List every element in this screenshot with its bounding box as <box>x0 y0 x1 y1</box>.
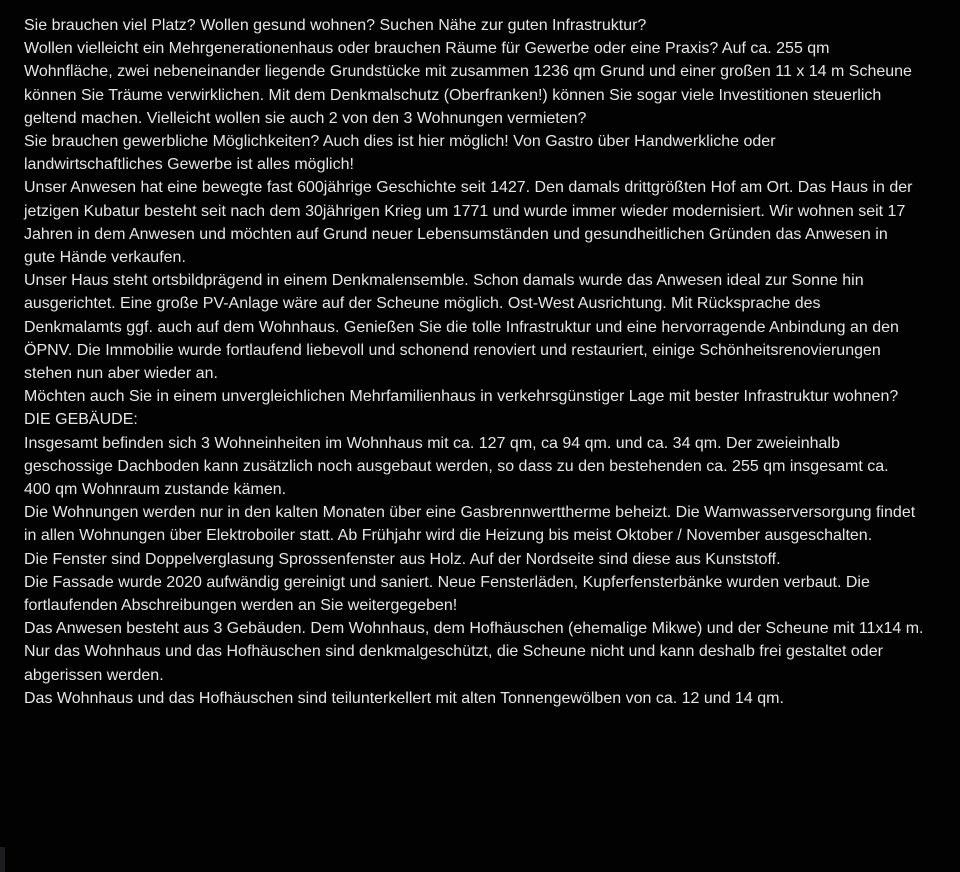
description-paragraph-intro: Sie brauchen viel Platz? Wollen gesund wohnen? Suchen Nähe zur guten Infrastruktur? Wollen vielleicht ein Mehrgenerationenhaus oder brauchen Räume für Gewerbe oder eine Praxis? Auf ca. 255 qm Wohnfläche, zwei nebeneinander liegende Grundstücke mit zusammen 1236 qm Grund und einer großen 11 x 14 m Scheune können Sie Träume verwirklichen. Mit dem Denkmalschutz (Oberfranken!) können Sie sogar viele Investitionen steuerlich geltend machen. Vielleicht wollen sie auch 2 von den 3 Wohnungen vermieten? Sie brauchen gewerbliche Möglichkeiten? Auch dies ist hier möglich! Von Gastro über Handwerkliche oder landwirtschaftliches Gewerbe ist alles möglich! <box>24 17 912 174</box>
description-paragraph-property: Das Anwesen besteht aus 3 Gebäuden. Dem Wohnhaus, dem Hofhäuschen (ehemalige Mikwe) und der Scheune mit 11x14 m. Nur das Wohnhaus und das Hofhäuschen sind denkmalgeschützt, die Scheune nicht und kann deshalb frei gestaltet oder abgerissen werden. <box>24 620 924 684</box>
description-paragraph-question: Möchten auch Sie in einem unvergleichlichen Mehrfamilienhaus in verkehrsgünstiger Lage mit bester Infrastruktur wohnen? <box>24 388 899 406</box>
description-paragraph-history: Unser Anwesen hat eine bewegte fast 600jährige Geschichte seit 1427. Den damals drittgrößten Hof am Ort. Das Haus in der jetzigen Kubatur besteht seit nach dem 30jährigen Krieg um 1771 und wurde immer wieder modernisiert. Wir wohnen seit 17 Jahren in dem Anwesen und möchten auf Grund neuer Lebensumständen und gesundheitlichen Gründen das Anwesen in gute Hände verkaufen. <box>24 179 913 267</box>
window-edge <box>0 847 5 872</box>
description-paragraph-location: Unser Haus steht ortsbildprägend in einem Denkmalensemble. Schon damals wurde das Anwesen ideal zur Sonne hin ausgerichtet. Eine große PV-Anlage wäre auf der Scheune möglich. Ost-West Ausrichtung. Mit Rücksprache des Denkmalamts ggf. auch auf dem Wohnhaus. Genießen Sie die tolle Infrastruktur und eine hervorragende Anbindung an den ÖPNV. Die Immobilie wurde fortlaufend liebevoll und schonend renoviert und restauriert, einige Schönheitsrenovierungen stehen nun aber wieder an. <box>24 272 899 383</box>
description-paragraph-basement: Das Wohnhaus und das Hofhäuschen sind teilunterkellert mit alten Tonnengewölben von ca. 12 und 14 qm. <box>24 689 784 707</box>
description-paragraph-buildings: DIE GEBÄUDE: Insgesamt befinden sich 3 Wohneinheiten im Wohnhaus mit ca. 127 qm, ca 94 qm. und ca. 34 qm. Der zweieinhalb geschossige Dachboden kann zusätzlich noch ausgebaut werden, so dass zu den bestehenden ca. 255 qm insgesamt ca. 400 qm Wohnraum zustande kämen. Die Wohnungen werden nur in den kalten Monaten über eine Gasbrennwerttherme beheizt. Die Wamwasserversorgung findet in allen Wohnungen über Elektroboiler statt. Ab Frühjahr wird die Heizung bis meist Oktober / November ausgeschalten. Die Fenster sind Doppelverglasung Sprossenfenster aus Holz. Auf der Nordseite sind diese aus Kunststoff. Die Fassade wurde 2020 aufwändig gereinigt und saniert. Neue Fensterläden, Kupferfensterbänke wurden verbaut. Die fortlaufenden Abschreibungen werden an Sie weitergegeben! <box>24 411 916 615</box>
